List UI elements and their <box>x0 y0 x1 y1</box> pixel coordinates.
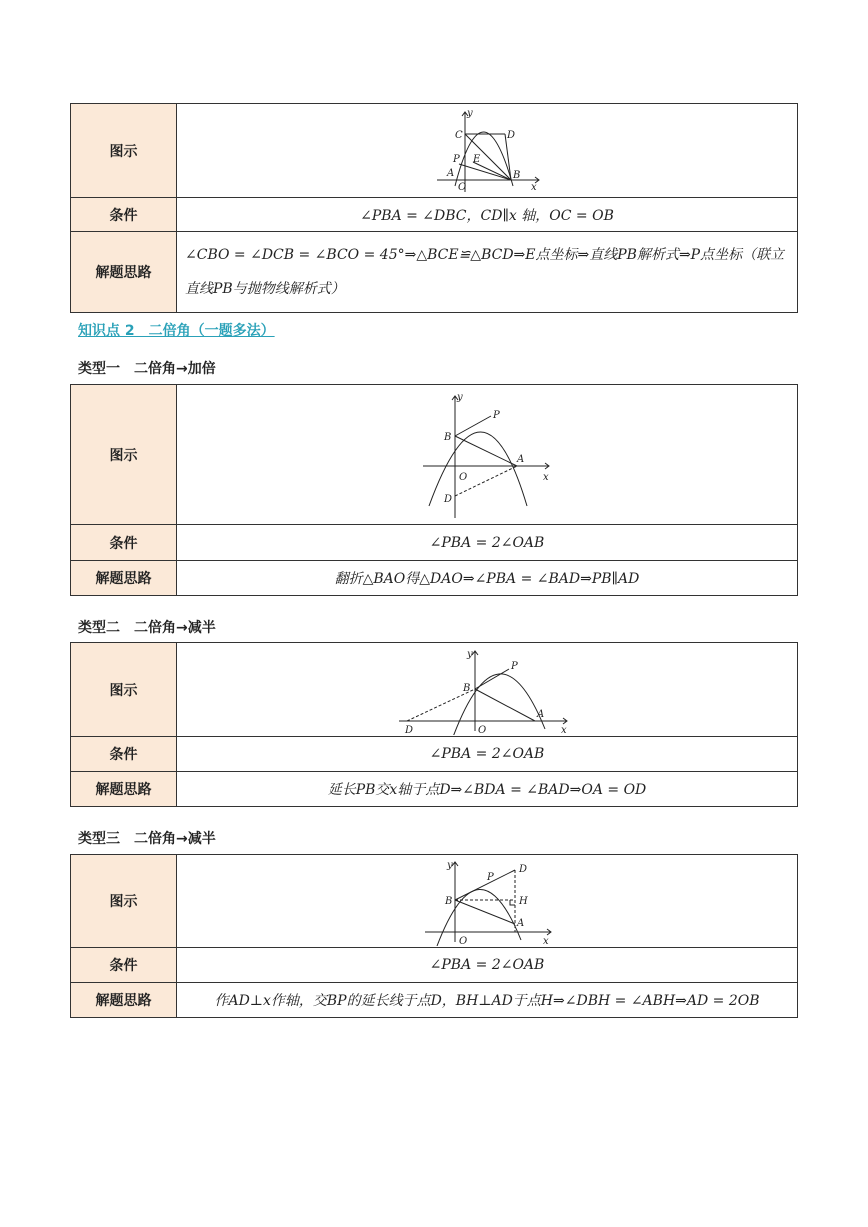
label-d: D <box>507 129 516 141</box>
label-a: A <box>537 708 545 720</box>
label-b: B <box>463 682 471 694</box>
figure-cell <box>177 643 798 737</box>
figure-type3 <box>417 856 557 946</box>
knowledge-point-heading: 知识点 2 二倍角（一题多法） <box>78 323 275 339</box>
label-o: O <box>478 724 487 735</box>
condition-text: ∠PBA = 2∠OAB <box>177 737 798 772</box>
label-x: x <box>543 936 549 946</box>
label-p: P <box>487 872 494 883</box>
label-p: P <box>511 660 518 672</box>
label-p: P <box>453 153 460 165</box>
idea-label: 解题思路 <box>71 983 177 1018</box>
label-a: A <box>447 167 455 179</box>
label-d: D <box>405 724 414 735</box>
figure-cell <box>177 385 798 525</box>
label-o: O <box>458 181 467 193</box>
idea-label: 解题思路 <box>71 772 177 807</box>
label-o: O <box>459 471 468 483</box>
table-type3 <box>70 854 798 1018</box>
condition-label: 条件 <box>71 948 177 983</box>
label-x: x <box>561 724 567 735</box>
type2-heading: 类型二 二倍角→减半 <box>78 620 216 636</box>
label-o: O <box>459 936 468 946</box>
label-e: E <box>473 153 481 165</box>
label-y: y <box>457 391 463 403</box>
label-x: x <box>543 471 549 483</box>
figure-label: 图示 <box>71 104 177 198</box>
label-y: y <box>447 860 453 871</box>
idea-text: 翻折△BAO得△DAO⇒∠PBA = ∠BAD⇒PB∥AD <box>177 561 798 596</box>
idea-label: 解题思路 <box>71 561 177 596</box>
label-h: H <box>519 896 528 907</box>
label-d: D <box>519 864 528 875</box>
figure-type2 <box>397 645 577 735</box>
label-b: B <box>513 169 521 181</box>
label-b: B <box>444 431 452 443</box>
figure-label: 图示 <box>71 385 177 525</box>
label-a: A <box>517 918 525 929</box>
figure-0 <box>427 106 547 196</box>
table-type1 <box>70 384 798 596</box>
label-c: C <box>455 129 463 141</box>
table-type2 <box>70 642 798 807</box>
label-b: B <box>445 896 453 907</box>
label-d: D <box>444 493 453 505</box>
idea-text: 延长PB交x轴于点D⇒∠BDA = ∠BAD⇒OA = OD <box>177 772 798 807</box>
figure-cell <box>177 104 798 198</box>
idea-label: 解题思路 <box>71 232 177 313</box>
condition-text: ∠PBA = ∠DBC，CD∥x 轴，OC = OB <box>177 198 798 232</box>
condition-text: ∠PBA = 2∠OAB <box>177 948 798 983</box>
idea-text: 作AD⊥x作轴，交BP的延长线于点D，BH⊥AD于点H⇒∠DBH = ∠ABH⇒AD = 2OB <box>177 983 798 1018</box>
label-a: A <box>517 453 525 465</box>
figure-label: 图示 <box>71 643 177 737</box>
condition-label: 条件 <box>71 737 177 772</box>
figure-cell <box>177 855 798 948</box>
label-p: P <box>493 409 500 421</box>
label-y: y <box>467 648 473 660</box>
type1-heading: 类型一 二倍角→加倍 <box>78 361 216 377</box>
figure-type1 <box>417 388 557 522</box>
condition-label: 条件 <box>71 198 177 232</box>
figure-label: 图示 <box>71 855 177 948</box>
type3-heading: 类型三 二倍角→减半 <box>78 831 216 847</box>
idea-text: ∠CBO = ∠DCB = ∠BCO = 45°⇒△BCE≌△BCD⇒E点坐标⇒直线PB解析式⇒P点坐标（联立直线PB与抛物线解析式） <box>177 232 798 313</box>
table-0 <box>70 103 798 313</box>
condition-text: ∠PBA = 2∠OAB <box>177 525 798 561</box>
condition-label: 条件 <box>71 525 177 561</box>
label-y: y <box>467 107 473 119</box>
label-x: x <box>531 181 537 193</box>
